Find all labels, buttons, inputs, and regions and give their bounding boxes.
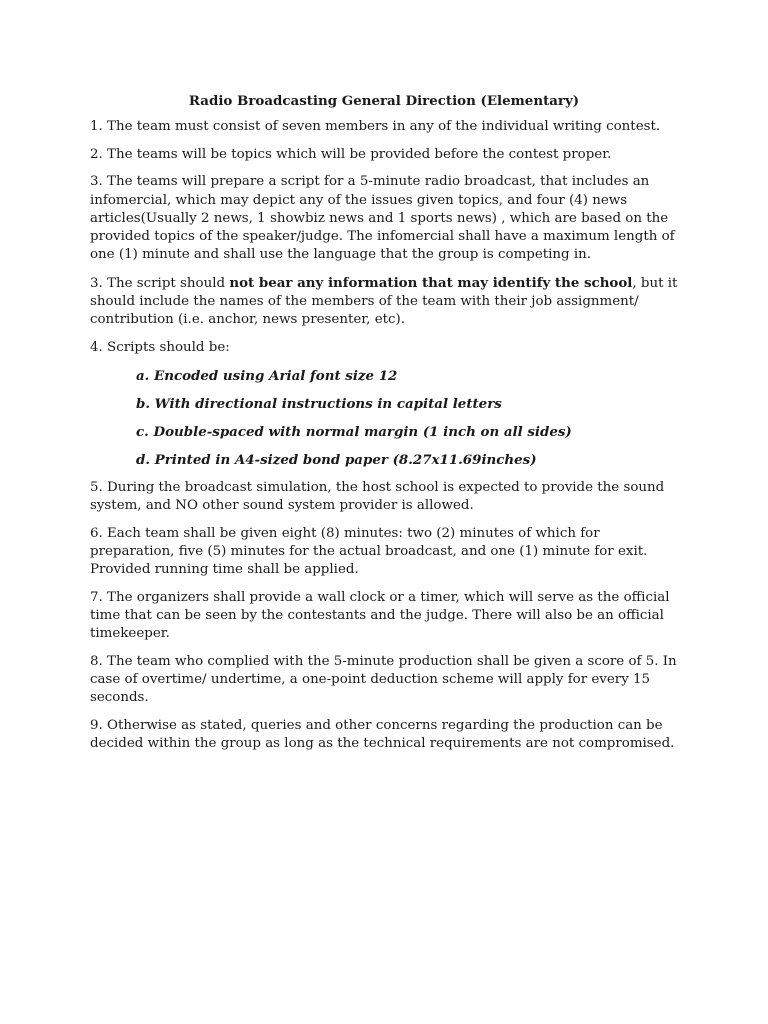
paragraph-5: 5. During the broadcast simulation, the host school is expected to provide the sound system, and NO other sound system provider is allowed. — [90, 479, 665, 513]
paragraph-4: 4. Scripts should be: — [90, 340, 230, 356]
paragraph-7: 7. The organizers shall provide a wall clock or a timer, which will serve as the official time that can be seen by the contestants and the judge. There will also be an official timekeeper. — [90, 589, 670, 642]
script-requirement-a: a. Encoded using Arial font size 12 — [136, 367, 398, 384]
document-title: Radio Broadcasting General Direction (Elementary) — [188, 93, 580, 109]
paragraph-1: 1. The team must consist of seven members in any of the individual writing contest. — [90, 119, 661, 134]
script-requirement-d: d. Printed in A4-sized bond paper (8.27x11.69inches) — [136, 451, 537, 468]
paragraph-6: 6. Each team shall be given eight (8) minutes: two (2) minutes of which for preparation, five (5) minutes for the actual broadcast, and one (1) minute for exit. Provided running time shall be applied. — [90, 525, 648, 578]
script-requirement-c: c. Double-spaced with normal margin (1 inch on all sides) — [136, 423, 572, 440]
paragraph-3-script-rest: , but it should include the names of the members of the team with their job assignment/ contribution (i.e. anchor, news presenter, etc). — [90, 275, 678, 328]
paragraph-3: 3. The teams will prepare a script for a 5-minute radio broadcast, that includes an infomercial, which may depict any of the issues given topics, and four (4) news articles(Usually 2 news, 1 showbiz news and 1 sports news) , which are based on the provided topics of the speaker/judge. The infomercial shall have a maximum length of one (1) minute and shall use the language that the group is competing in. — [90, 174, 675, 263]
paragraph-2: 2. The teams will be topics which will be provided before the contest proper. — [90, 146, 612, 162]
paragraph-8: 8. The team who complied with the 5-minute production shall be given a score of 5. In case of overtime/ undertime, a one-point deduction scheme will apply for every 15 seconds. — [90, 653, 677, 706]
script-requirement-b: b. With directional instructions in capital letters — [136, 395, 502, 412]
paragraph-3-script — [90, 274, 678, 330]
paragraph-9: 9. Otherwise as stated, queries and other concerns regarding the production can be decided within the group as long as the technical requirements are not compromised. — [90, 717, 675, 752]
paragraph-3-script-intro: 3. The script should — [90, 275, 230, 291]
paragraph-3-script-emphasis: not bear any information that may identify the school — [229, 274, 633, 291]
